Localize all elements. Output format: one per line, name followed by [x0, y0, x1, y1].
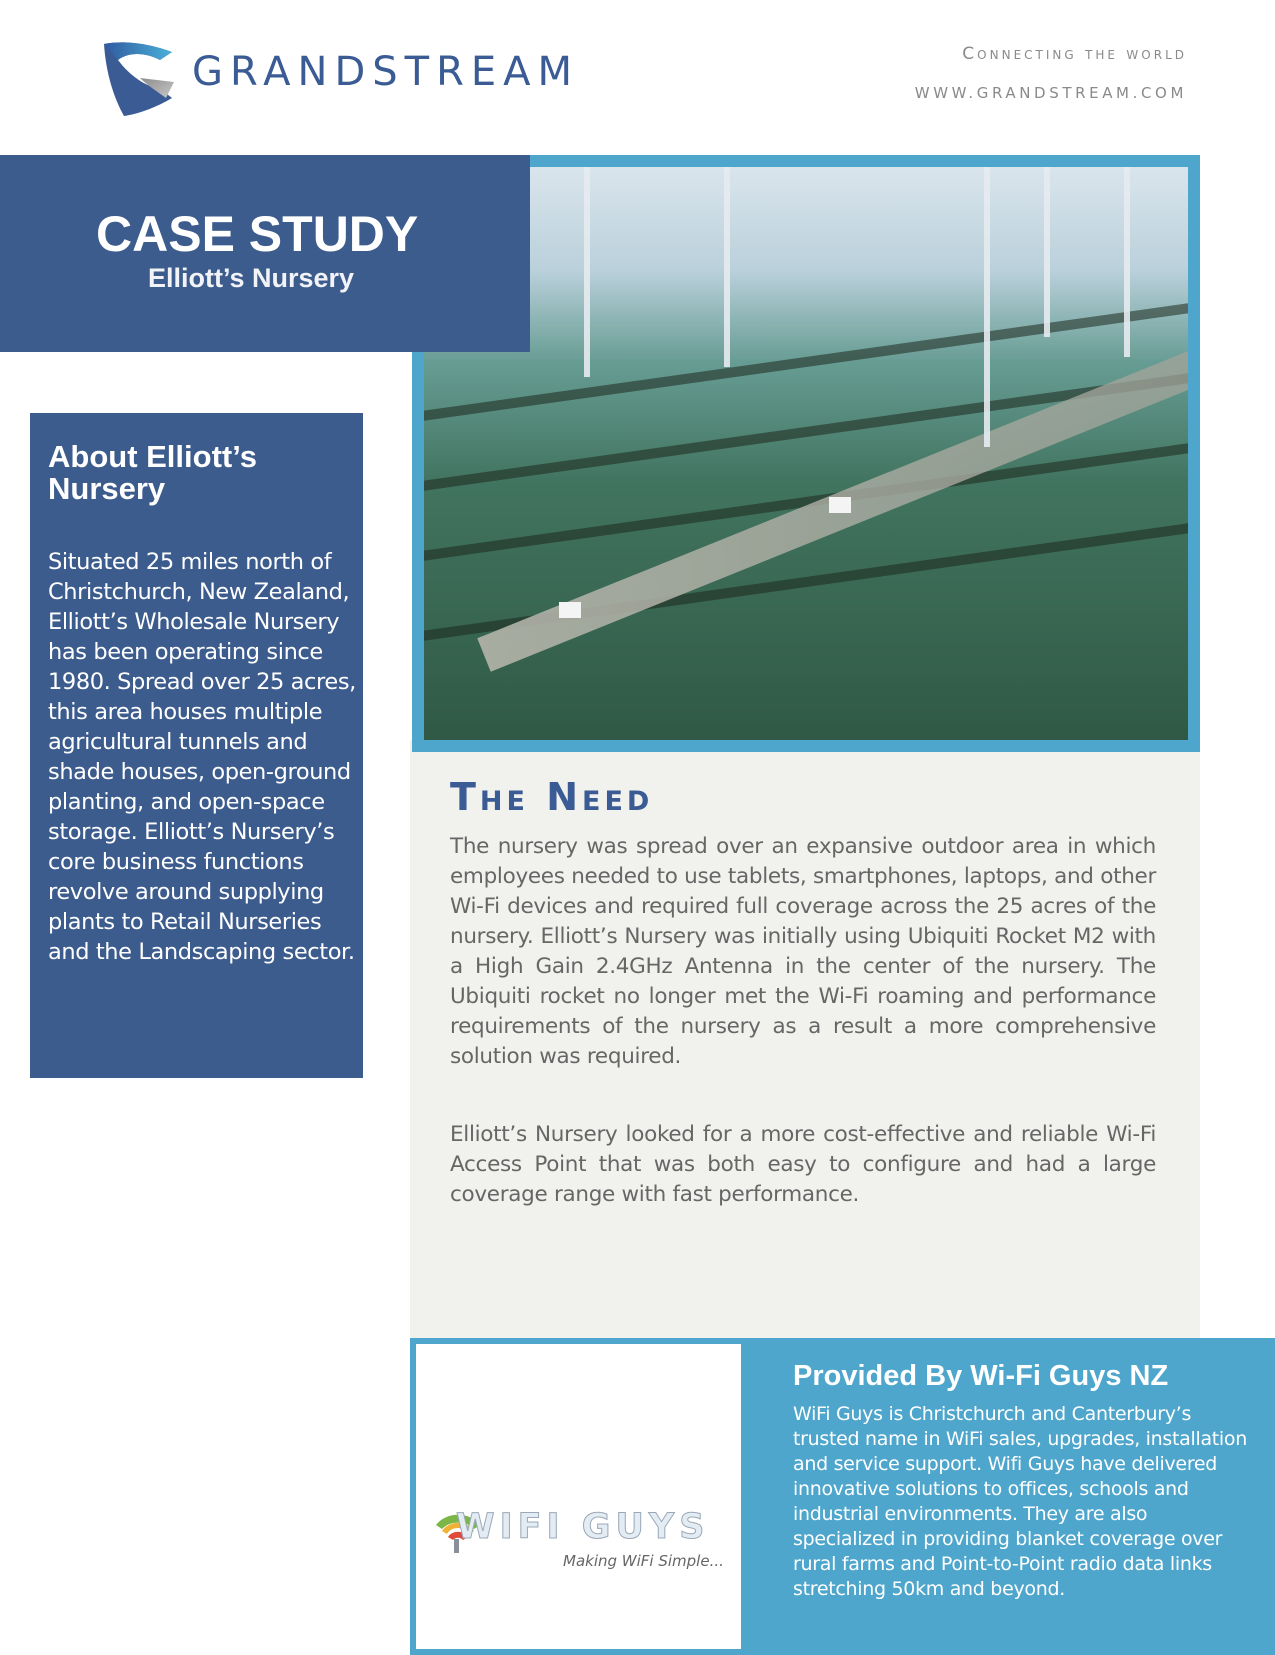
nursery-photo: [424, 167, 1188, 740]
case-study-banner: [0, 155, 530, 352]
nursery-photo-frame: [412, 155, 1200, 752]
plant-label-sign: [559, 602, 581, 618]
provided-by-title: Provided By Wi-Fi Guys NZ: [793, 1360, 1169, 1392]
tagline: Connecting the world: [962, 44, 1187, 64]
about-title: About Elliott’s Nursery: [48, 439, 257, 506]
website-url[interactable]: WWW.GRANDSTREAM.COM: [914, 84, 1187, 102]
partner-section: [410, 1338, 1275, 1655]
grandstream-logo-icon: [100, 38, 180, 118]
banner-subtitle: Elliott’s Nursery: [148, 263, 355, 293]
plant-label-sign: [829, 497, 851, 513]
greenhouse-post: [584, 167, 590, 377]
greenhouse-post: [724, 167, 730, 367]
partner-slogan: Making WiFi Simple...: [563, 1552, 724, 1570]
about-section: [30, 413, 363, 1078]
greenhouse-post: [1124, 167, 1130, 357]
partner-logo-text: WIFI GUYS: [456, 1507, 710, 1547]
about-body: Situated 25 miles north of Christchurch, New Zealand, Elliott’s Wholesale Nursery has been operating since 1980. Spread over 25 acres, this area houses multiple agricultural tunnels and shade houses, open-ground planting, and open-space storage. Elliott’s Nursery’s core business functions revolve around supplying plants to Retail Nurseries and the Landscaping sector.: [48, 549, 356, 965]
need-paragraph: The nursery was spread over an expansive outdoor area in which employees needed to use tablets, smartphones, laptops, and other Wi-Fi devices and required full coverage across the 25 acres of the nursery. Elliott’s Nursery was initially using Ubiquiti Rocket M2 with a High Gain 2.4GHz Antenna in the center of the nursery. The Ubiquiti rocket no longer met the Wi-Fi roaming and performance requirements of the nursery as a result a more comprehensive solution was required.: [450, 834, 1156, 1069]
partner-logo-box: [416, 1344, 741, 1649]
greenhouse-post: [984, 167, 990, 447]
banner-title: CASE STUDY: [96, 206, 419, 262]
brand-name: GRANDSTREAM: [192, 49, 580, 95]
need-section: [410, 740, 1200, 1338]
need-title: The Need: [450, 775, 654, 819]
need-paragraph: Elliott’s Nursery looked for a more cost-effective and reliable Wi-Fi Access Point that was both easy to configure and had a large coverage range with fast performance.: [450, 1122, 1156, 1207]
provided-by-body: WiFi Guys is Christchurch and Canterbury’s trusted name in WiFi sales, upgrades, installation and service support. Wifi Guys have delivered innovative solutions to offices, schools and industrial environments. They are also specialized in providing blanket coverage over rural farms and Point-to-Point radio data links stretching 50km and beyond.: [793, 1403, 1247, 1600]
greenhouse-post: [1044, 167, 1050, 337]
